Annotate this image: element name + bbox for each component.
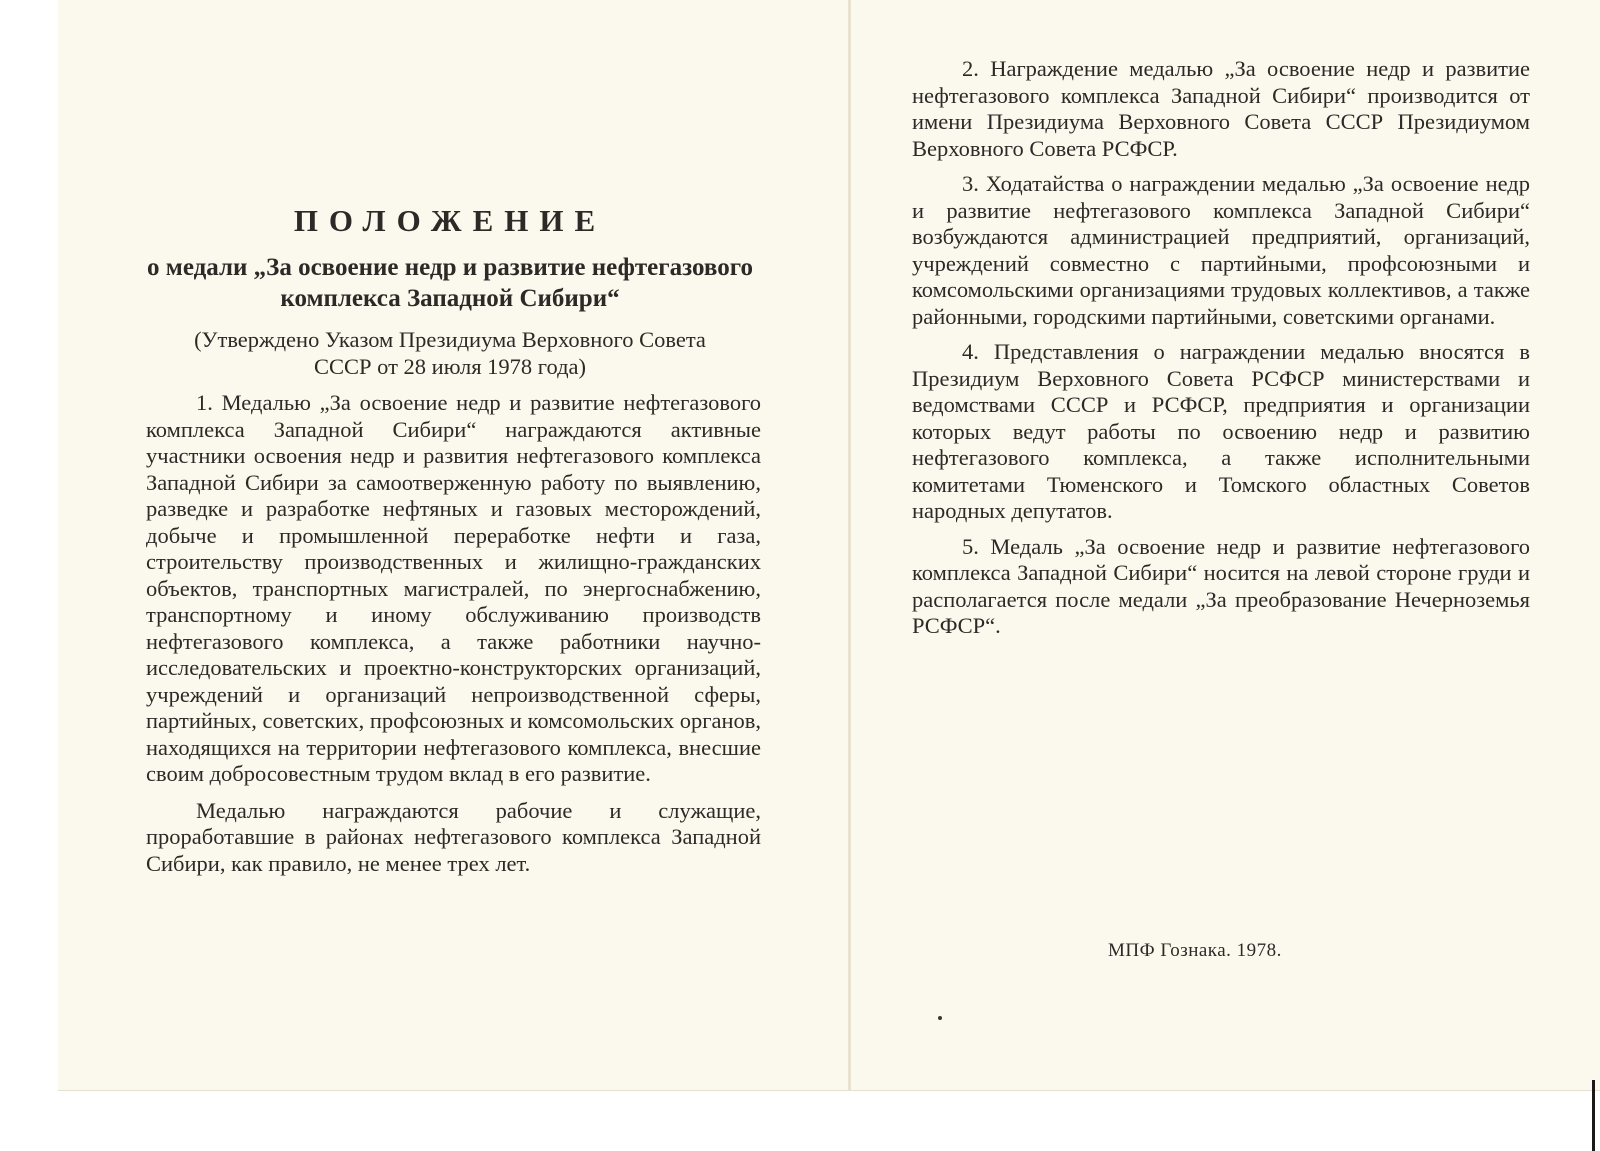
paragraph-5: 5. Медаль „За освоение недр и развитие нефтегазового комплекса Западной Сибири“ носится на левой стороне груди и располагается после медали „За преобразование Нечерноземья РСФСР“. — [912, 533, 1530, 638]
page-fold — [848, 0, 851, 1090]
ink-speck — [938, 1016, 942, 1020]
paragraph-1-continued: Медалью награждаются рабочие и служащие, проработавшие в районах нефтегазового комплекса Западной Сибири, как правило, не менее трех лет. — [146, 797, 761, 876]
document-subtitle: о медали „За освоение недр и развитие нефтегазового комплекса Западной Сибири“ — [147, 254, 753, 312]
document-title: ПОЛОЖЕНИЕ — [293, 203, 607, 238]
paragraph-1: 1. Медалью „За освоение недр и развитие нефтегазового комплекса Западной Сибири“ награждаются активные участники освоения недр и развития нефтегазового комплекса Западной Сибири за самоотверженную работу по выявлению, разведке и разработке нефтяных и газовых месторождений, добыче и промышленной переработке нефти и газа, строительству производственных и жилищно-гражданских объектов, транспортных магистралей, по энергоснабжению, транспортному и иному обслуживанию производств нефтегазового комплекса, а также работники научно-исследовательских и проектно-конструкторских организаций, учреждений и организаций непроизводственной сферы, партийных, советских, профсоюзных и комсомольских органов, находящихся на территории нефтегазового комплекса, внесшие своим добросовестным трудом вклад в его развитие. — [146, 390, 762, 786]
printer-imprint: МПФ Гознака. 1978. — [1108, 940, 1282, 961]
paragraph-3: 3. Ходатайства о награждении медалью „За освоение недр и развитие нефтегазового комплекса Западной Сибири“ возбуждаются администрацией предприятий, организаций, учреждений совместно с партийными, профсоюзными и комсомольскими организациями трудовых коллективов, а также районными, городскими партийными, советскими органами. — [912, 171, 1530, 329]
paragraph-4: 4. Представления о награждении медалью вносятся в Президиум Верховного Совета РСФСР министерствами и ведомствами СССР и РСФСР, предприятия и организации которых ведут работы по освоению недр и развитию нефтегазового комплекса, а также исполнительными комитетами Тюменского и Томского областных Советов народных депутатов. — [912, 339, 1530, 523]
approval-note: (Утверждено Указом Президиума Верховного Совета СССР от 28 июля 1978 года) — [194, 327, 706, 379]
title-block — [140, 196, 760, 380]
scan-edge-mark — [1592, 1080, 1595, 1151]
paragraph-2: 2. Награждение медалью „За освоение недр и развитие нефтегазового комплекса Западной Сибири“ производится от имени Президиума Верховного Совета СССР Президиумом Верховного Совета РСФСР. — [912, 56, 1530, 161]
left-column — [146, 390, 761, 877]
right-column — [912, 56, 1530, 640]
